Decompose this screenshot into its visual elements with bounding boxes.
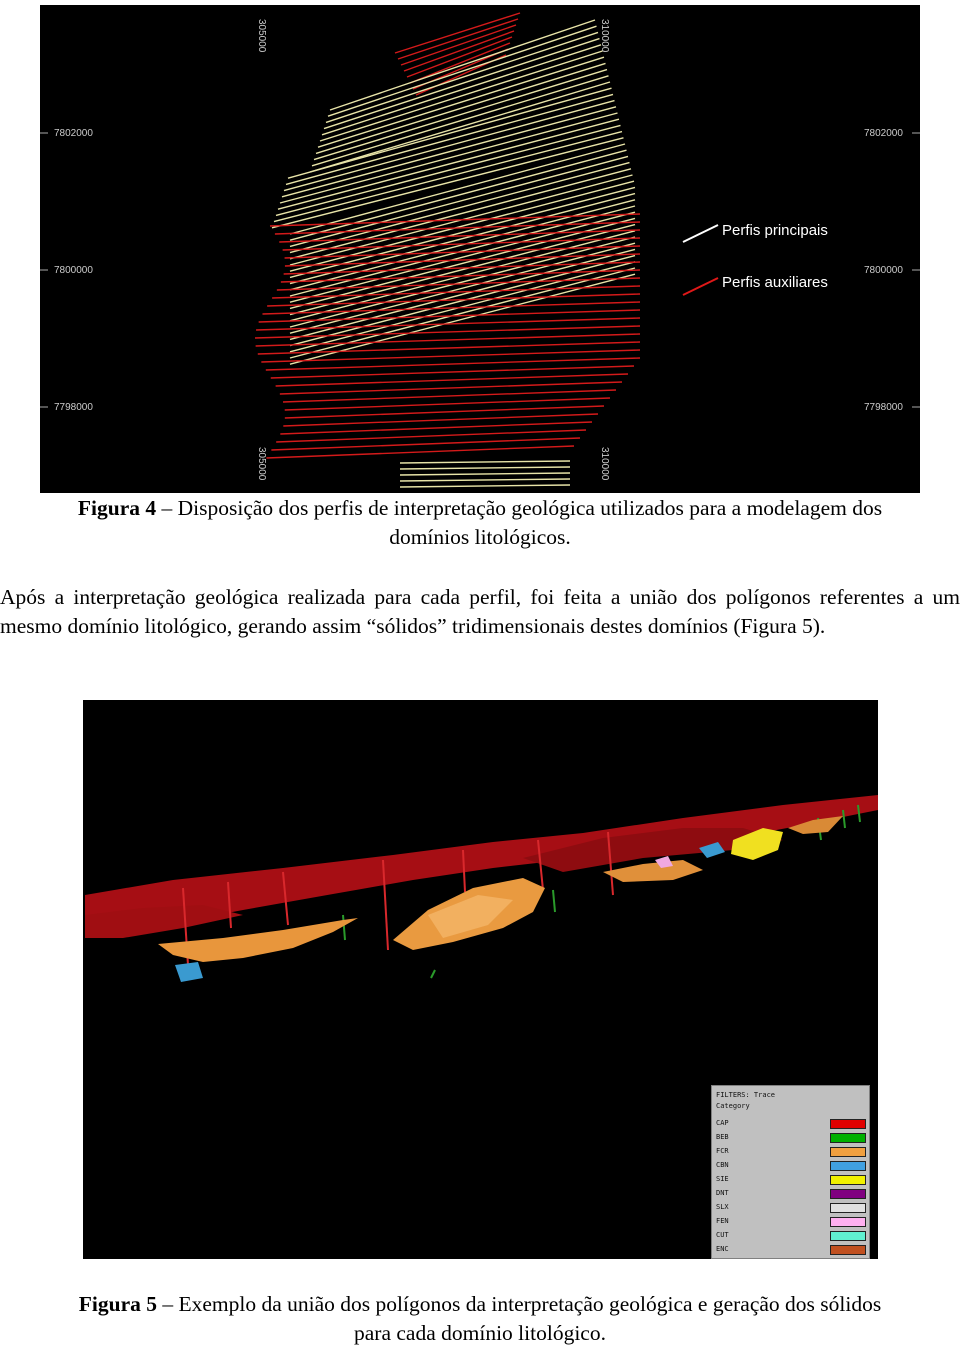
legend-item-slx	[716, 1202, 866, 1213]
profile-line	[322, 45, 601, 135]
legend-item-fcr	[716, 1146, 866, 1157]
legend-code: ENC	[716, 1245, 729, 1253]
legend-auxiliar-swatch	[683, 278, 718, 295]
y-tick-right-2: 7800000	[864, 265, 903, 276]
profile-line	[400, 461, 570, 463]
legend-code: DNT	[716, 1189, 729, 1197]
figure-4-caption	[60, 494, 900, 552]
profile-map	[40, 5, 920, 493]
legend-code: CAP	[716, 1119, 729, 1127]
legend-swatch	[830, 1133, 866, 1143]
x-tick-bottom-2: 310000	[599, 447, 610, 481]
body-paragraph: Após a interpretação geológica realizada para cada perfil, foi feita a união dos polígonos referentes a um mesmo domínio litológico, gerando assim “sólidos” tridimensionais destes domínios (Figura 5).	[0, 585, 960, 638]
figure-5-label: Figura 5	[78, 1292, 157, 1316]
legend-swatch	[830, 1175, 866, 1185]
x-tick-top-2: 310000	[599, 19, 610, 53]
figure-4-map	[40, 5, 920, 493]
legend-code: CBN	[716, 1161, 729, 1169]
y-tick-left-3: 7798000	[54, 402, 93, 413]
profile-line	[330, 20, 595, 110]
y-tick-left-1: 7802000	[54, 128, 93, 139]
y-tick-right-1: 7802000	[864, 128, 903, 139]
profile-line	[320, 51, 603, 141]
legend-item-cap	[716, 1118, 866, 1129]
legend-item-cut	[716, 1230, 866, 1241]
profile-line	[400, 467, 570, 469]
profile-line	[400, 479, 570, 481]
legend-code: FCR	[716, 1147, 729, 1155]
legend-item-sie	[716, 1174, 866, 1185]
category-legend	[711, 1085, 870, 1259]
legend-item-fen	[716, 1216, 866, 1227]
legend-swatch	[830, 1119, 866, 1129]
profile-line	[326, 32, 598, 122]
legend-subtitle: Category	[716, 1102, 750, 1110]
legend-code: SLX	[716, 1203, 729, 1211]
legend-item-dnt	[716, 1188, 866, 1199]
legend-swatch	[830, 1231, 866, 1241]
legend-item-beb	[716, 1132, 866, 1143]
legend-swatch	[830, 1217, 866, 1227]
legend-swatch	[830, 1189, 866, 1199]
legend-swatch	[830, 1147, 866, 1157]
legend-swatch	[830, 1203, 866, 1213]
legend-code: SIE	[716, 1175, 729, 1183]
y-tick-right-3: 7798000	[864, 402, 903, 413]
legend-code: BEB	[716, 1133, 729, 1141]
legend-principal-label: Perfis principais	[722, 222, 828, 239]
legend-principal-swatch	[683, 225, 718, 242]
legend-auxiliar-label: Perfis auxiliares	[722, 274, 828, 291]
profile-line	[324, 39, 600, 129]
legend-item-enc	[716, 1244, 866, 1255]
legend-title: FILTERS: Trace	[716, 1091, 776, 1099]
legend-code: CUT	[716, 1231, 729, 1239]
figure-5-caption-text: – Exemplo da união dos polígonos da interpretação geológica e geração dos sólidos para cada domínio litológico.	[157, 1292, 882, 1345]
x-tick-bottom-1: 305000	[256, 447, 267, 481]
y-tick-left-2: 7800000	[54, 265, 93, 276]
profile-line	[288, 88, 612, 178]
profile-line	[400, 485, 570, 487]
legend-code: FEN	[716, 1217, 729, 1225]
profile-line	[328, 26, 597, 116]
profile-line	[400, 473, 570, 475]
legend-item-cbn	[716, 1160, 866, 1171]
legend-swatch	[830, 1161, 866, 1171]
figure-4-caption-text: – Disposição dos perfis de interpretação geológica utilizados para a modelagem dos domínios litológicos.	[156, 496, 883, 549]
figure-5-caption	[60, 1290, 900, 1348]
figure-4-label: Figura 4	[77, 496, 157, 520]
legend-swatch	[830, 1245, 866, 1255]
x-tick-top-1: 305000	[256, 19, 267, 53]
